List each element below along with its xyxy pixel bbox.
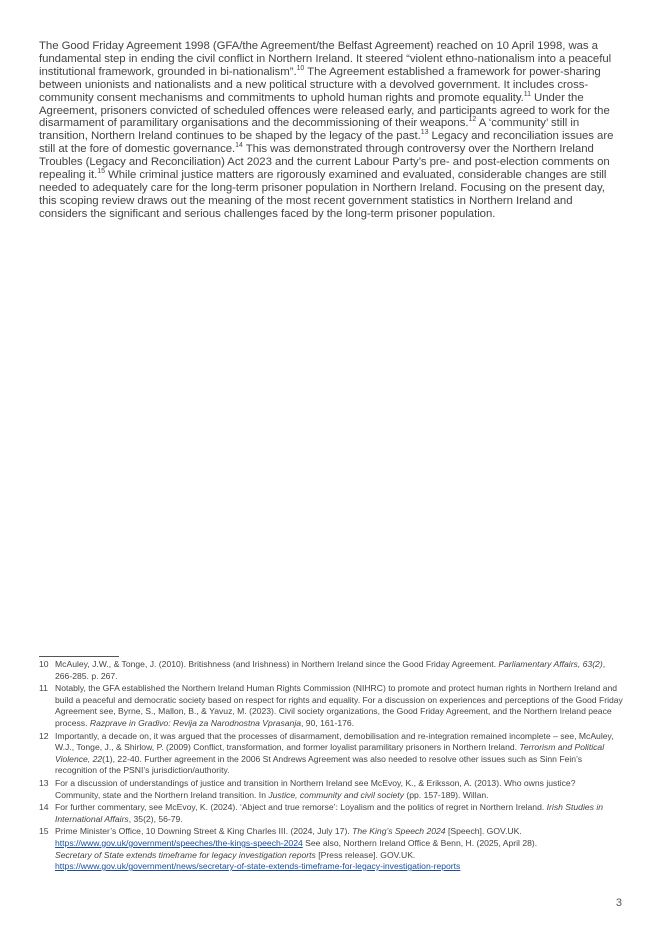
kings-speech-link[interactable]: https://www.gov.uk/government/speeches/the-kings-speech-2024 (55, 837, 303, 848)
body-text-segment: The Agreement established a framework for power-sharing between unionists and nationalists and a new political structure with a devolved government. It includes cross-community consent mechanisms and commitments to uphold human rights and promote equality. (39, 65, 601, 104)
footnote-14 (39, 802, 623, 825)
legacy-press-release-link[interactable]: https://www.gov.uk/government/news/secretary-of-state-extends-timeframe-for-legacy-investigation-reports (55, 861, 461, 872)
footnote-text: For a discussion of understandings of justice and transition in Northern Ireland see McEvoy, K., & Eriksson, A. (2013). Who owns justice? Community, state and the Northern Ireland transition. In Justice, community and civil society (pp. 157-189). Willan. (55, 777, 576, 800)
body-paragraph (39, 40, 623, 221)
body-text-segment: While criminal justice matters are rigorously examined and evaluated, considerable changes are still needed to adequately care for the long-term prisoner population in Northern Ireland. Focusing on the present day, this scoping review draws out the meaning of the most recent government statistics in Northern Ireland and considers the significant and serious challenges faced by the long-term prisoner population. (39, 169, 607, 220)
footnote-text: McAuley, J.W., & Tonge, J. (2010). Britishness (and Irishness) in Northern Ireland since the Good Friday Agreement. Parliamentary Affairs, 63(2), 266-285. p. 267. (55, 659, 606, 681)
footnote-number: 10 (39, 659, 49, 669)
body-text-segment: Legacy and reconciliation issues are still at the fore of domestic governance. (39, 130, 614, 156)
footnote-ref-11[interactable]: 11 (523, 90, 531, 98)
footnote-text: Notably, the GFA established the Northern Ireland Human Rights Commission (NIHRC) to promote and protect human rights in Northern Ireland and build a peaceful and democratic society based on respect for rights and equality. For a discussion on experiences and perceptions of the Good Friday Agreement see, Byrne, S., Mallon, B., & Yavuz, M. (2023). Civil society organizations, the Good Friday Agreement, and the Northern Ireland peace process. Razprave in Gradivo: Revija za Narodnostna Vprasanja, 90, 161-176. (55, 683, 623, 728)
footnote-ref-15[interactable]: 15 (97, 168, 105, 176)
footnote-number: 14 (39, 802, 49, 813)
footnotes (39, 659, 623, 874)
footnote-divider (39, 656, 119, 657)
footnote-ref-12[interactable]: 12 (468, 116, 477, 124)
body-text-segment: A ‘community’ still in transition, Northern Ireland continues to be shaped by the legacy of the past. (39, 117, 580, 143)
page-number: 3 (615, 897, 622, 909)
footnote-11 (39, 683, 623, 729)
footnote-ref-13[interactable]: 13 (420, 129, 429, 137)
footnote-number: 12 (39, 730, 49, 741)
footnote-10 (39, 659, 623, 682)
footnote-ref-14[interactable]: 14 (235, 142, 243, 150)
body-text-segment: This was demonstrated through controversy over the Northern Ireland Troubles (Legacy and Reconciliation) Act 2023 and the current Labour Party’s pre- and post-election comments on repealing it. (39, 143, 610, 182)
footnote-ref-10[interactable]: 10 (296, 65, 305, 73)
body-text-segment: Under the Agreement, prisoners convicted of scheduled offences were released early, and participants agreed to work for the disarmament of paramilitary organisations and the decommissioning of their weapons. (39, 91, 610, 130)
footnote-12 (39, 731, 623, 777)
footnote-15 (39, 826, 623, 872)
footnote-number: 13 (39, 777, 49, 788)
footnote-number: 15 (39, 826, 49, 837)
footnote-text: For further commentary, see McEvoy, K. (2024). ‘Abject and true remorse’: Loyalism and the politics of regret in Northern Ireland. Irish Studies in International Affairs, 35(2), 56-79. (55, 802, 604, 824)
footnote-13 (39, 778, 623, 801)
body-text-segment: The Good Friday Agreement 1998 (GFA/the Agreement/the Belfast Agreement) reached on 10 April 1998, was a fundamental step in ending the civil conflict in Northern Ireland. It steered “violent ethno-nationalism into a peaceful institutional framework, grounded in bi-nationalism”. (39, 40, 612, 78)
footnote-text: Prime Minister’s Office, 10 Downing Street & King Charles III. (2024, July 17). The King’s Speech 2024 [Speech]. GOV.UK. https://www.gov.uk/government/speeches/the-kings-speech-2024 See also, Northern Ireland Office & Benn, H. (2025, April 28). Secretary of State extends timeframe for legacy investigation reports [Press release]. GOV.UK. https://www.gov.uk/government/news/secretary-of-state-extends-timeframe-for-legacy-investigation-reports (55, 826, 538, 872)
footnote-text: Importantly, a decade on, it was argued that the processes of disarmament, demobilisation and re-integration remained incomplete – see, McAuley, W.J., Tonge, J., & Shirlow, P. (2009) Conflict, transformation, and former loyalist paramilitary prisoners in Northern Ireland. Terrorism and Political Violence, 22(1), 22-40. Further agreement in the 2006 St Andrews Agreement was also needed to resolve other issues such as Sinn Fein’s recognition of the PSNI’s jurisdiction/authority. (55, 730, 614, 776)
footnote-number: 11 (39, 683, 48, 694)
